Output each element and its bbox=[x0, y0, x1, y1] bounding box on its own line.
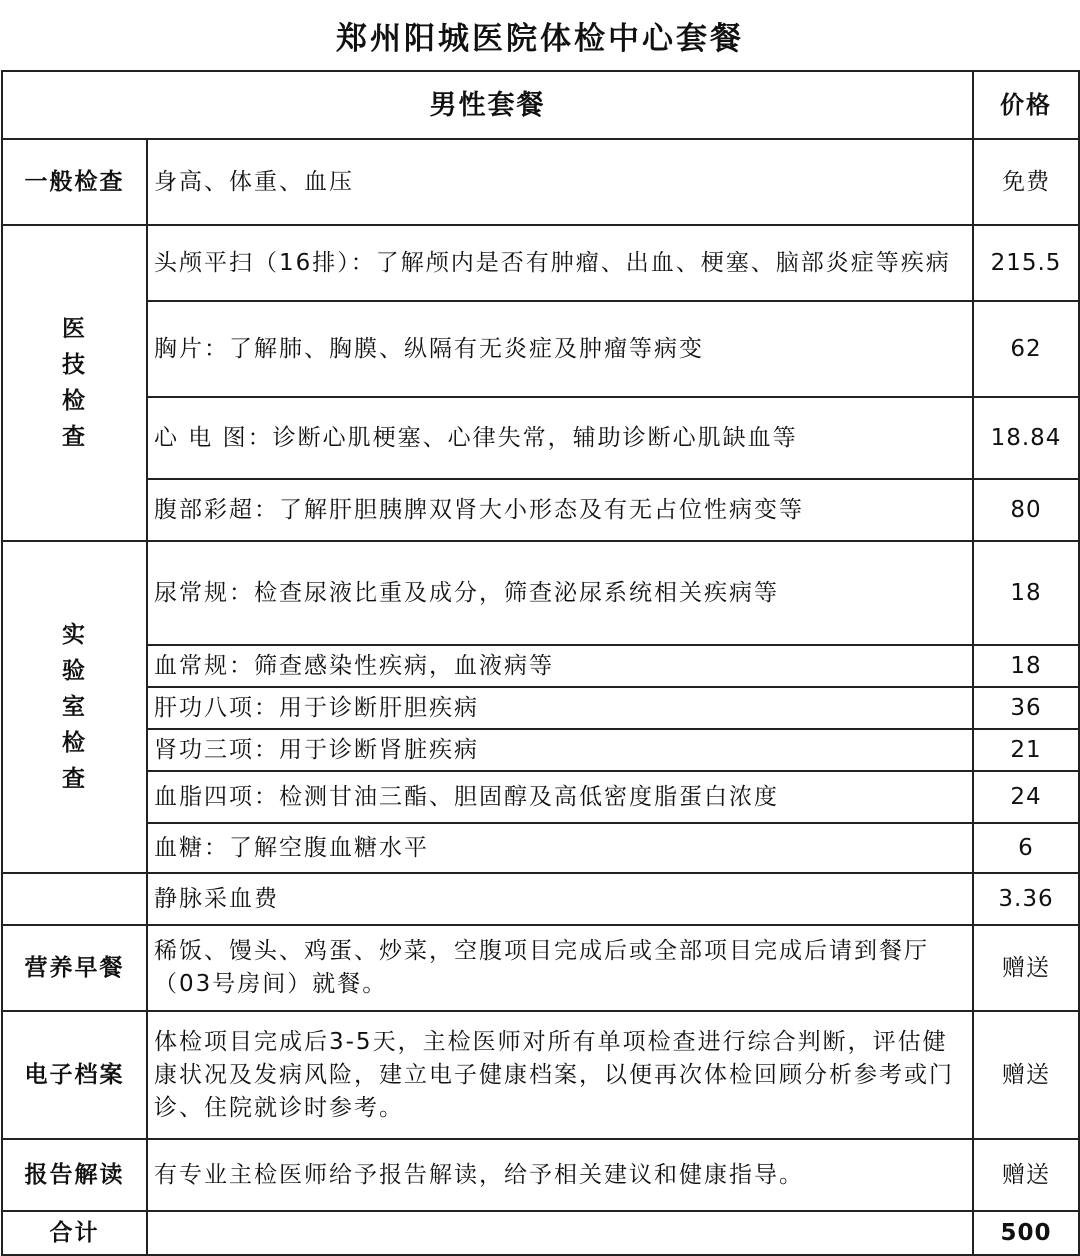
item-desc: 肾功三项：用于诊断肾脏疾病 bbox=[147, 729, 973, 771]
category-report: 报告解读 bbox=[2, 1139, 147, 1211]
item-price: 6 bbox=[973, 823, 1079, 873]
category-label: 实验室检查 bbox=[61, 622, 87, 792]
item-price: 免费 bbox=[973, 139, 1079, 225]
table-row bbox=[2, 771, 1079, 823]
total-desc bbox=[147, 1211, 973, 1255]
table-row bbox=[2, 1139, 1079, 1211]
category-total: 合计 bbox=[2, 1211, 147, 1255]
table-row bbox=[2, 301, 1079, 397]
item-desc: 尿常规：检查尿液比重及成分，筛查泌尿系统相关疾病等 bbox=[147, 541, 973, 645]
item-price: 21 bbox=[973, 729, 1079, 771]
table-row bbox=[2, 823, 1079, 873]
item-desc: 头颅平扫（16排）：了解颅内是否有肿瘤、出血、梗塞、脑部炎症等疾病 bbox=[147, 225, 973, 301]
category-breakfast: 营养早餐 bbox=[2, 925, 147, 1011]
table-row bbox=[2, 687, 1079, 729]
table-row bbox=[2, 139, 1079, 225]
table-row bbox=[2, 1011, 1079, 1139]
item-price: 62 bbox=[973, 301, 1079, 397]
item-price: 赠送 bbox=[973, 1139, 1079, 1211]
item-price: 215.5 bbox=[973, 225, 1079, 301]
table-row bbox=[2, 873, 1079, 925]
item-desc: 腹部彩超：了解肝胆胰脾双肾大小形态及有无占位性病变等 bbox=[147, 479, 973, 541]
item-price: 24 bbox=[973, 771, 1079, 823]
category-general: 一般检查 bbox=[2, 139, 147, 225]
item-desc: 肝功八项：用于诊断肝胆疾病 bbox=[147, 687, 973, 729]
total-row bbox=[2, 1211, 1079, 1255]
table-row bbox=[2, 645, 1079, 687]
item-desc: 血糖：了解空腹血糖水平 bbox=[147, 823, 973, 873]
total-price: 500 bbox=[973, 1211, 1079, 1255]
category-venous bbox=[2, 873, 147, 925]
item-price: 18 bbox=[973, 645, 1079, 687]
item-price: 18.84 bbox=[973, 397, 1079, 479]
item-desc: 体检项目完成后3-5天，主检医师对所有单项检查进行综合判断，评估健康状况及发病风险，建立电子健康档案，以便再次体检回顾分析参考或门诊、住院就诊时参考。 bbox=[147, 1011, 973, 1139]
package-table bbox=[1, 70, 1080, 1256]
table-row bbox=[2, 925, 1079, 1011]
item-price: 36 bbox=[973, 687, 1079, 729]
category-lab bbox=[2, 541, 147, 873]
category-medtech bbox=[2, 225, 147, 541]
table-row bbox=[2, 729, 1079, 771]
item-desc: 稀饭、馒头、鸡蛋、炒菜，空腹项目完成后或全部项目完成后请到餐厅（03号房间）就餐。 bbox=[147, 925, 973, 1011]
item-desc: 血脂四项：检测甘油三酯、胆固醇及高低密度脂蛋白浓度 bbox=[147, 771, 973, 823]
item-desc: 心 电 图：诊断心肌梗塞、心律失常，辅助诊断心肌缺血等 bbox=[147, 397, 973, 479]
price-header: 价格 bbox=[973, 71, 1079, 139]
item-price: 赠送 bbox=[973, 1011, 1079, 1139]
item-desc: 静脉采血费 bbox=[147, 873, 973, 925]
package-header: 男性套餐 bbox=[2, 71, 973, 139]
item-desc: 有专业主检医师给予报告解读，给予相关建议和健康指导。 bbox=[147, 1139, 973, 1211]
item-desc: 胸片：了解肺、胸膜、纵隔有无炎症及肿瘤等病变 bbox=[147, 301, 973, 397]
item-price: 赠送 bbox=[973, 925, 1079, 1011]
page-title: 郑州阳城医院体检中心套餐 bbox=[336, 20, 744, 57]
table-row bbox=[2, 479, 1079, 541]
item-desc: 血常规：筛查感染性疾病，血液病等 bbox=[147, 645, 973, 687]
header-row bbox=[2, 71, 1079, 139]
item-desc: 身高、体重、血压 bbox=[147, 139, 973, 225]
category-label: 医技检查 bbox=[61, 316, 87, 450]
table-row bbox=[2, 541, 1079, 645]
item-price: 18 bbox=[973, 541, 1079, 645]
table-row bbox=[2, 225, 1079, 301]
table-row bbox=[2, 397, 1079, 479]
category-archive: 电子档案 bbox=[2, 1011, 147, 1139]
item-price: 3.36 bbox=[973, 873, 1079, 925]
item-price: 80 bbox=[973, 479, 1079, 541]
